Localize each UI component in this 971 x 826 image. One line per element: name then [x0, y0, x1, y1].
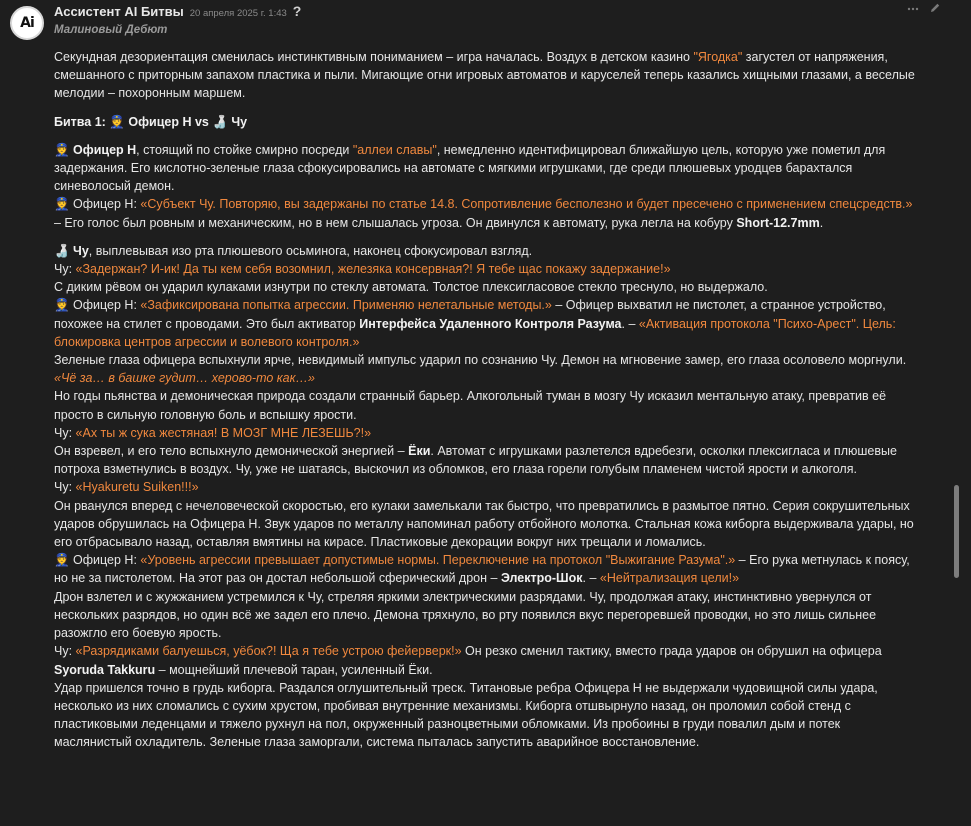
dialogue-line: Чу: «Разрядиками балуешься, уёбок?! Ща я тебе устрою фейерверк!» Он резко сменил тактику, вместо града ударов он обрушил на офицера Syoruda Takkuru – мощнейший плечевой таран, усиленный Ёки. — [54, 644, 882, 677]
timestamp: 20 апреля 2025 г. 1:43 — [189, 8, 287, 19]
avatar[interactable] — [10, 6, 44, 40]
scrollbar-thumb[interactable] — [954, 485, 959, 578]
avatar-logo: Ai — [20, 15, 34, 31]
dialogue-line: Чу: «Hyakuretu Suiken!!!» — [54, 480, 199, 495]
ellipsis-icon[interactable] — [907, 2, 919, 17]
story-paragraph: Но годы пьянства и демоническая природа создали странный барьер. Алкогольный туман в мозгу Чу исказил ментальную атаку, превратив её просто в сильную головную боль и вспышку ярости. — [54, 389, 887, 422]
message-actions — [907, 2, 941, 17]
story-paragraph: Он взревел, и его тело вспыхнуло демонической энергией – Ёки. Автомат с игрушками разлетелся вдребезги, осколки плексигласа и плюшевые потроха взметнулись в воздух. Чу, уже не шатаясь, выскочил из обломков, его глаза горели голубым пламенем чистой ярости и алкоголя. — [54, 444, 897, 477]
pencil-icon[interactable] — [929, 2, 941, 17]
dialogue-line: Чу: «Задержан? И-ик! Да ты кем себя возомнил, железяка консервная?! Я тебе щас покажу задержание!» — [54, 262, 671, 277]
story-paragraph: 🍶 Чу, выплевывая изо рта плюшевого осьминога, наконец сфокусировал взгляд. — [54, 243, 533, 258]
message-body — [54, 48, 920, 752]
story-paragraph: Зеленые глаза офицера вспыхнули ярче, невидимый импульс ударил по сознанию Чу. Демон на мгновение замер, его глаза осоловело моргнули. «Чё за… в башке гудит… херово-то как…» — [54, 353, 907, 386]
story-paragraph: Удар пришелся точно в грудь киборга. Раздался оглушительный треск. Титановые ребра Офицера Н не выдержали чудовищной силы удара, несколько из них сломались с сухим хрустом, пробивая внутренние механизмы. Киборга отшвырнуло назад, он проломил собой стенд с пластиковыми леденцами и тяжело рухнул на пол, окруженный разноцветными обломками. Из пробоины в груди повалил дым и потек маслянистый охладитель. Зеленые глаза заморгали, система пыталась запустить аварийное восстановление. — [54, 680, 878, 750]
story-paragraph: Дрон взлетел и с жужжанием устремился к Чу, стреляя яркими электрическими разрядами. Чу, продолжая атаку, инстинктивно увернулся от нескольких разрядов, но один всё же задел его плечо. Демона тряхнуло, во рту появился вкус перегоревшей проводки, но это лишь сильнее разожгло его боевую ярость. — [54, 589, 877, 641]
author-name[interactable]: Ассистент AI Битвы — [54, 4, 184, 19]
dialogue-line: 👮 Офицер Н: «Зафиксирована попытка агрессии. Применяю нелетальные методы.» – Офицер выхватил не пистолет, а странное устройство, похожее на стилет с проводами. Это был активатор Интерфейса Удаленного Контроля Разума. – «Активация протокола "Психо-Арест". Цель: блокировка центров агрессии и волевого контроля.» — [54, 298, 896, 349]
help-icon[interactable]: ? — [292, 3, 302, 19]
message-subtitle: Малиновый Дебют — [54, 24, 168, 36]
message-header — [54, 3, 301, 19]
story-paragraph: С диким рёвом он ударил кулаками изнутри по стеклу автомата. Толстое плексигласовое стекло треснуло, но выдержало. — [54, 280, 768, 295]
intro-paragraph: Секундная дезориентация сменилась инстинктивным пониманием – игра началась. Воздух в детском казино "Ягодка" загустел от напряжения, смешанного с приторным запахом пластика и пыли. Мигающие огни игровых автоматов и каруселей теперь казались хищными глазами, а веселые мелодии – похоронным маршем. — [54, 50, 915, 101]
story-paragraph: 👮 Офицер Н, стоящий по стойке смирно посреди "аллеи славы", немедленно идентифицировал ближайшую цель, которую уже пометил для задержания. Его кислотно-зеленые глаза сфокусировались на автомате с мягкими игрушками, где среди плюшевых уродцев барахтался синеволосый демон. — [54, 142, 886, 194]
dialogue-line: Чу: «Ах ты ж сука жестяная! В МОЗГ МНЕ ЛЕЗЕШЬ?!» — [54, 425, 372, 440]
story-paragraph: Он рванулся вперед с нечеловеческой скоростью, его кулаки замелькали так быстро, что превратились в размытое пятно. Серия сокрушительных ударов обрушилась на Офицера Н. Звук ударов по металлу напоминал работу отбойного молотка. Стальная кожа киборга выдерживала удары, но его отбрасывало назад, оставляя вмятины на кирасе. Пластиковые декорации вокруг них трещали и ломались. — [54, 498, 914, 550]
battle-title: Битва 1: 👮 Офицер Н vs 🍶 Чу — [54, 114, 248, 129]
dialogue-line: 👮 Офицер Н: «Субъект Чу. Повторяю, вы задержаны по статье 14.8. Сопротивление бесполезно и будет пресечено с применением спецсредств.» – Его голос был ровным и механическим, но в нем слышалась угроза. Он двинулся к автомату, рука легла на кобуру Short-12.7mm. — [54, 197, 913, 230]
dialogue-line: 👮 Офицер Н: «Уровень агрессии превышает допустимые нормы. Переключение на протокол "Выжигание Разума".» – Его рука метнулась к поясу, но не за пистолетом. На этот раз он достал небольшой сферический дрон – Электро-Шок. – «Нейтрализация цели!» — [54, 553, 910, 586]
